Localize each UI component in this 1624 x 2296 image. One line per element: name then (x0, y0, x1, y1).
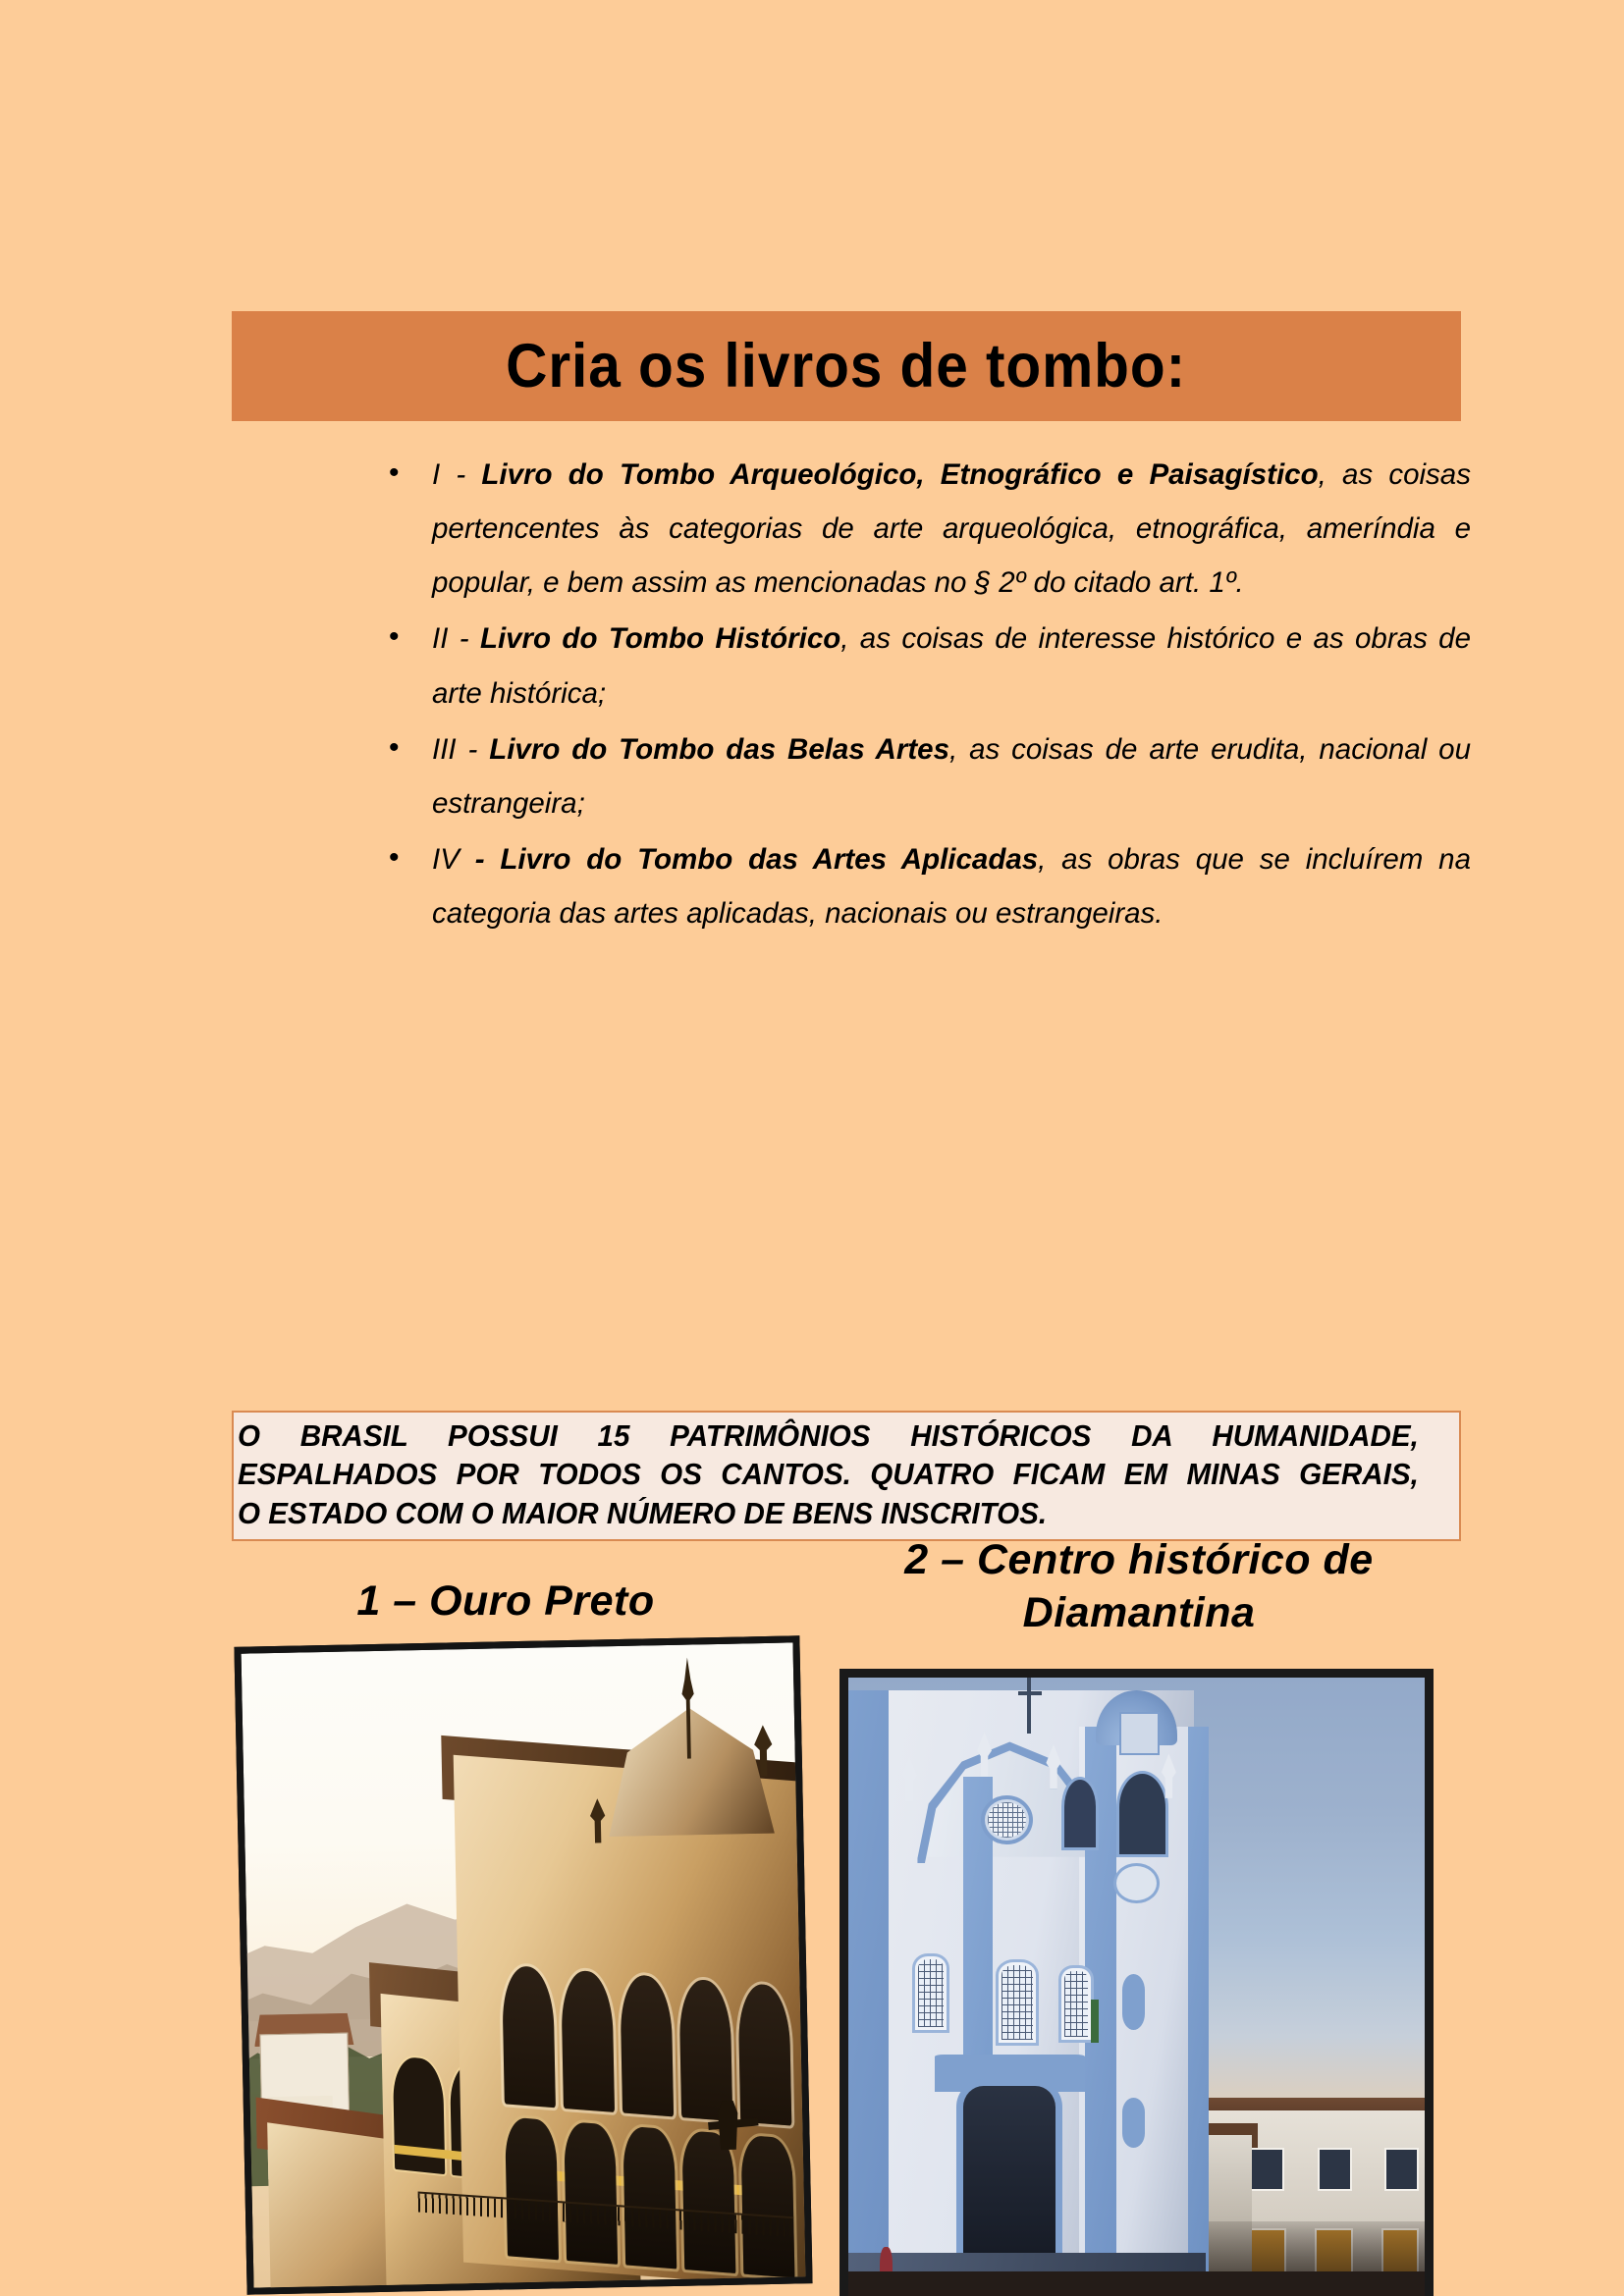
list-item-body: , as coisas de interesse histórico e as obras de arte histórica; (432, 622, 1471, 710)
arch (740, 2135, 794, 2278)
info-line: O BRASIL POSSUI 15 PATRIMÔNIOS HISTÓRICOS DA HUMANIDADE, (238, 1419, 1419, 1453)
arch (505, 2116, 559, 2260)
rose-window (981, 1795, 1033, 1844)
photo-diamantina-image (848, 1678, 1425, 2296)
list-item-body: , as obras que se incluírem na categoria das artes aplicadas, nacionais ou estrangeiras. (432, 843, 1471, 931)
cross-icon (1027, 1678, 1031, 1734)
photo-ouro-preto-image (242, 1642, 806, 2287)
list-item-body: , as coisas de arte erudita, nacional ou estrangeira; (432, 732, 1471, 820)
arch (737, 1983, 791, 2126)
ground (848, 2271, 1425, 2296)
list-item-title: - Livro do Tombo das Artes Aplicadas (474, 843, 1039, 877)
niche (1122, 2098, 1145, 2147)
cross-arm-icon (1018, 1691, 1041, 1695)
window (1250, 2148, 1284, 2191)
info-line: ESPALHADOS POR TODOS OS CANTOS. QUATRO FICAM EM MINAS GERAIS, (238, 1458, 1419, 1492)
pilaster (848, 1690, 889, 2296)
title-banner (232, 311, 1461, 421)
highlight-info-box (232, 1411, 1461, 1541)
bell-opening-2 (1064, 1780, 1096, 1847)
arch (681, 2130, 735, 2273)
list-item-body: , as coisas pertencentes às categorias de arte arqueológica, etnográfica, ameríndia e popular, e bem assim as mencionadas no § 2º do citado art. 1º. (432, 458, 1471, 600)
window (1384, 2148, 1419, 2191)
info-line: O ESTADO COM O MAIOR NÚMERO DE BENS INSCRITOS. (238, 1496, 1048, 1530)
photo-ouro-preto (234, 1635, 812, 2294)
page-title: Cria os livros de tombo: (506, 331, 1187, 400)
list-item-title: Livro do Tombo Arqueológico, Etnográfico e Paisagístico (481, 458, 1319, 491)
arch (564, 2121, 618, 2265)
arch (502, 1964, 556, 2108)
window (1061, 1968, 1090, 2039)
arch (678, 1978, 732, 2121)
list-item-numeral: IV (432, 843, 475, 877)
arch (561, 1969, 615, 2112)
arch (623, 2125, 677, 2269)
window (1318, 2148, 1352, 2191)
arch (620, 1973, 674, 2116)
upper-arch-row (502, 1964, 792, 2125)
photo-diamantina (839, 1669, 1434, 2296)
list-item-numeral: III - (432, 732, 490, 766)
list-item-title: Livro do Tombo Histórico (479, 622, 841, 656)
list-item (381, 722, 1471, 830)
flag (1091, 2000, 1100, 2043)
niche (1122, 1974, 1145, 2030)
window (915, 1956, 947, 2031)
photo-caption-diamantina (839, 1537, 1438, 1637)
bell-tower-pilaster (1188, 1727, 1209, 2296)
tower-lantern (1119, 1712, 1160, 1755)
list-item-numeral: II - (432, 622, 480, 656)
caption-line-2: Diamantina (1022, 1589, 1256, 1637)
oculus (1113, 1863, 1160, 1903)
list-item (381, 832, 1471, 940)
lower-arch-row (505, 2116, 795, 2277)
list-item-title: Livro do Tombo das Belas Artes (489, 732, 949, 766)
bell-opening (1119, 1774, 1165, 1854)
caption-line-1: 2 – Centro histórico de (904, 1536, 1374, 1583)
list-item (381, 448, 1471, 610)
list-item (381, 612, 1471, 720)
tombo-books-list (381, 448, 1471, 942)
list-item-numeral: I - (432, 458, 482, 491)
photo-caption-ouro-preto: 1 – Ouro Preto (356, 1577, 655, 1625)
window (999, 1962, 1036, 2043)
